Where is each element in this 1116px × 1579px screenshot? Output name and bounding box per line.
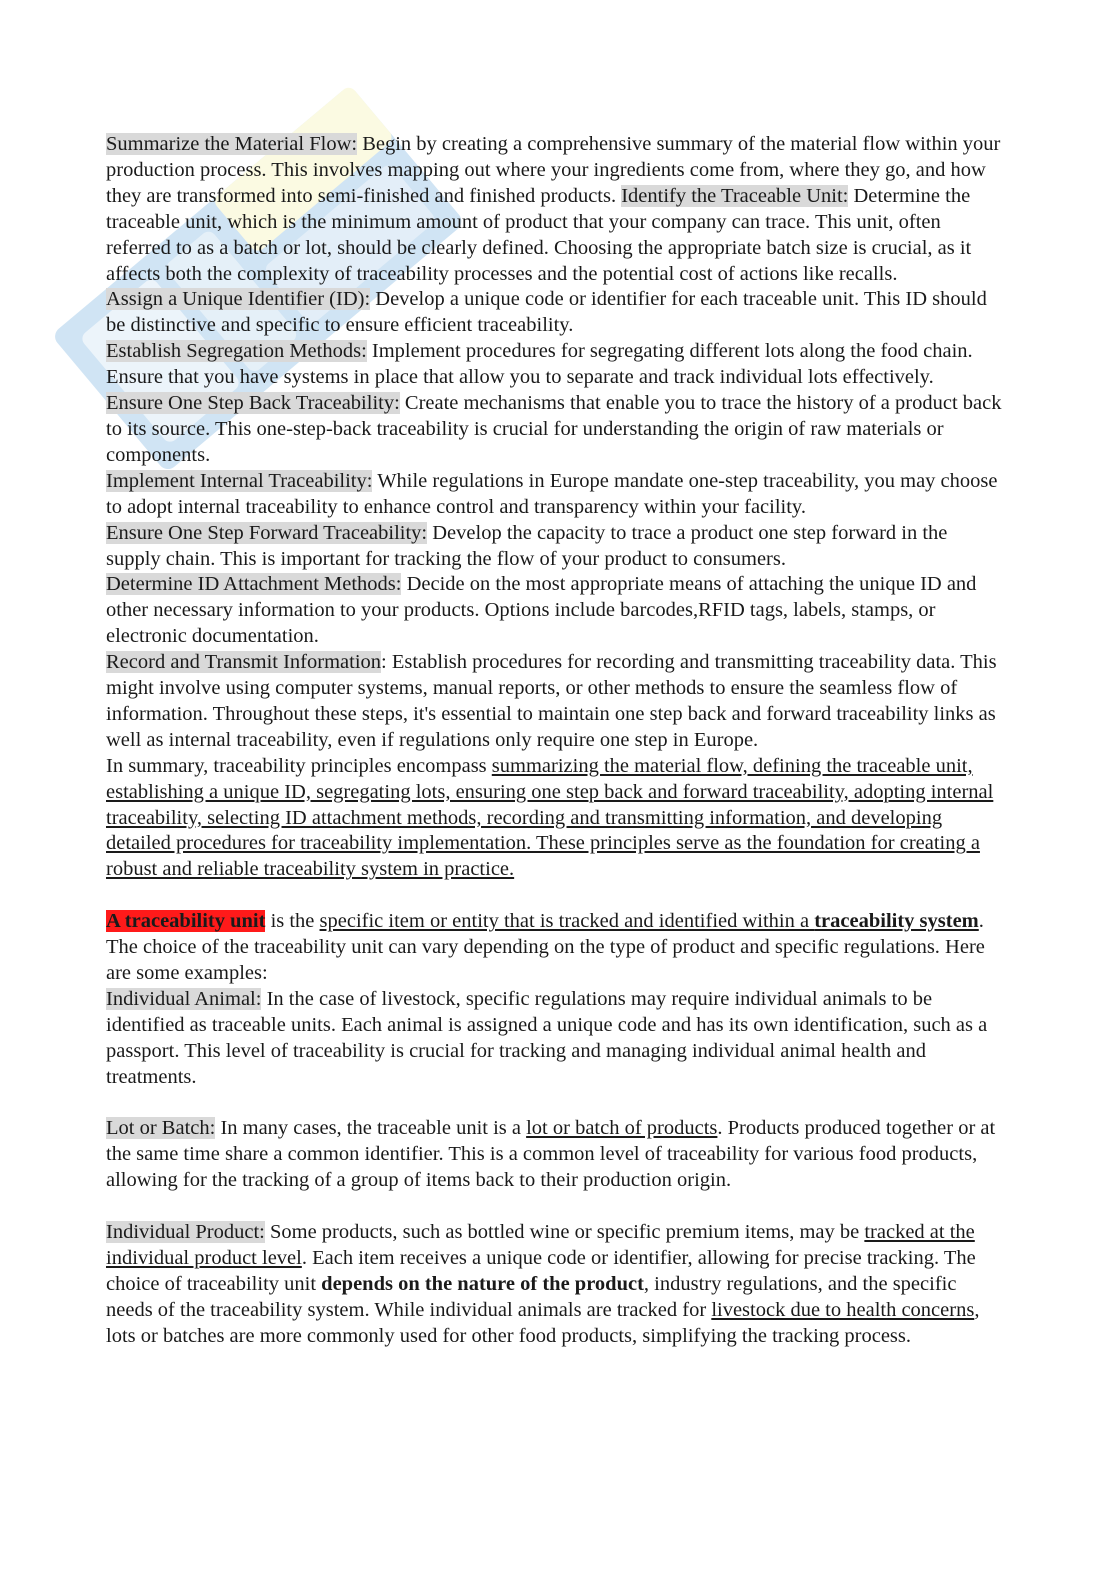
term-identify-traceable-unit: Identify the Traceable Unit: [621, 184, 849, 207]
step-text: Begin by creating a comprehensive summary of the material flow within your production process. This involves mapping out where your ingredients come from, where they go, and how they are transformed into semi-finished and finished products. [106, 133, 1001, 207]
term-record-transmit: Record and Transmit Information [106, 651, 382, 674]
term-one-step-back: Ensure One Step Back Traceability: [106, 392, 400, 415]
product-text-4: , lots or batches are more commonly used for other food products, simplifying the tracking process. [106, 1298, 980, 1347]
summary-paragraph [106, 754, 1006, 884]
steps-paragraph-1 [106, 132, 1006, 287]
lot-underlined: lot or batch of products [526, 1117, 718, 1140]
step-text: While regulations in Europe mandate one-step traceability, you may choose to adopt internal traceability to enhance control and transparency within your facility. [106, 469, 998, 518]
step-record-transmit [106, 650, 1006, 754]
term-summarize-material-flow: Summarize the Material Flow: [106, 133, 358, 155]
product-bold: depends on the nature of the product [321, 1272, 644, 1295]
summary-lead: In summary, traceability principles encompass [106, 754, 492, 777]
animal-text: In the case of livestock, specific regulations may require individual animals to be identified as traceable units. Each animal is assigned a unique code and has its own identification, such as a passport. This level of traceability is crucial for tracking and managing individual animal health and treatments. [106, 987, 988, 1088]
lot-text-2: . Products produced together or at the same time share a common identifier. This is a common level of traceability for various food products, allowing for the tracking of a group of items back to their production origin. [106, 1117, 996, 1192]
example-lot-batch [106, 1116, 1006, 1194]
step-segregation [106, 339, 1006, 391]
step-one-step-back [106, 391, 1006, 469]
step-internal [106, 469, 1006, 521]
step-text: : Establish procedures for recording and transmitting traceability data. This might involve using computer systems, manual reports, or other methods to ensure the seamless flow of information. Throughout these steps, it's essential to maintain one step back and forward traceability links as well as internal traceability, even if regulations only require one step in Europe. [106, 651, 997, 751]
step-text: Create mechanisms that enable you to trace the history of a product back to its source. This one-step-back traceability is crucial for understanding the origin of raw materials or components. [106, 392, 1002, 466]
product-text-1: Some products, such as bottled wine or specific premium items, may be [264, 1221, 865, 1244]
example-individual-animal [106, 987, 1006, 1091]
product-underlined-1: tracked at the individual product level [106, 1221, 975, 1269]
step-assign-id [106, 287, 1006, 339]
term-segregation-methods: Establish Segregation Methods: [106, 340, 367, 363]
definition-paragraph [106, 909, 1006, 987]
term-id-attachment: Determine ID Attachment Methods: [106, 573, 402, 596]
step-text: Develop a unique code or identifier for each traceable unit. This ID should be distinctive and specific to ensure efficient traceability. [106, 288, 987, 337]
step-text: Decide on the most appropriate means of attaching the unique ID and other necessary information to your products. Options include barcodes,RFID tags, labels, stamps, or electronic documentation. [106, 573, 977, 648]
spacer [106, 883, 1006, 909]
product-text-3: , industry regulations, and the specific needs of the traceability system. While individual animals are tracked for [106, 1272, 957, 1321]
spacer [106, 1194, 1006, 1220]
lot-text-1: In many cases, the traceable unit is a [215, 1117, 527, 1140]
term-internal-traceability: Implement Internal Traceability: [106, 469, 373, 492]
product-text-2: . Each item receives a unique code or identifier, allowing for precise tracking. The choice of traceability unit [106, 1246, 976, 1295]
term-assign-unique-id: Assign a Unique Identifier (ID): [106, 288, 371, 311]
step-text: Develop the capacity to trace a product one step forward in the supply chain. This is important for tracking the flow of your product to consumers. [106, 521, 948, 570]
term-traceability-unit: A traceability unit [106, 910, 266, 933]
example-individual-product [106, 1220, 1006, 1350]
definition-underlined-bold: traceability system [814, 910, 979, 933]
definition-underlined: specific item or entity that is tracked and identified within a [319, 910, 815, 933]
step-text: Implement procedures for segregating different lots along the food chain. Ensure that you have systems in place that allow you to separate and track individual lots effectively. [106, 340, 973, 389]
summary-underlined: summarizing the material flow, defining the traceable unit, establishing a unique ID, segregating lots, ensuring one step back and forward traceability, adopting internal traceability, selecting ID attachment methods, recording and transmitting information, and developing detailed procedures for traceability implementation. These principles serve as the foundation for creating a robust and reliable traceability system in practice. [106, 754, 994, 881]
product-underlined-2: livestock due to health concerns [711, 1298, 975, 1321]
step-text: Determine the traceable unit, which is the minimum amount of product that your company can trace. This unit, often referred to as a batch or lot, should be clearly defined. Choosing the appropriate batch size is crucial, as it affects both the complexity of traceability processes and the potential cost of actions like recalls. [106, 184, 972, 285]
term-lot-batch: Lot or Batch: [106, 1117, 216, 1140]
term-individual-animal: Individual Animal: [106, 987, 262, 1010]
term-one-step-forward: Ensure One Step Forward Traceability: [106, 521, 428, 544]
step-one-step-forward [106, 521, 1006, 573]
document-body [106, 132, 1006, 1350]
definition-rest: . The choice of the traceability unit can vary depending on the type of product and specific regulations. Here are some examples: [106, 910, 985, 984]
definition-mid: is the [265, 910, 320, 933]
step-id-attachment [106, 572, 1006, 650]
spacer [106, 1091, 1006, 1117]
term-individual-product: Individual Product: [106, 1221, 265, 1244]
